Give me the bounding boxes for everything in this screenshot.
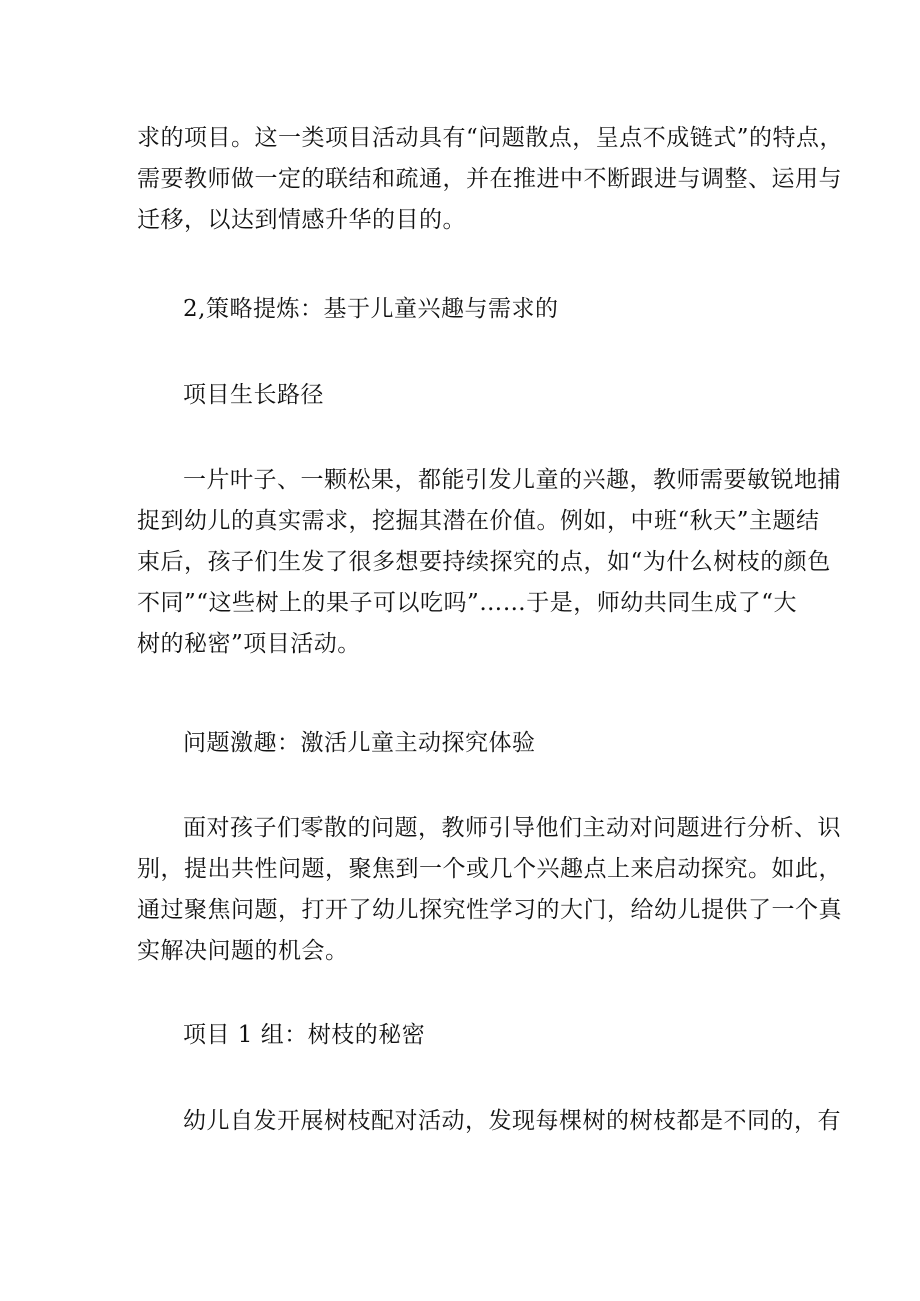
paragraph-line: 不同”“这些树上的果子可以吃吗”……于是，师幼共同生成了“大 xyxy=(137,590,798,616)
section-heading-group1: 项目 1 组：树枝的秘密 xyxy=(183,1022,426,1048)
section-heading-strategy-continued: 项目生长路径 xyxy=(183,382,324,408)
paragraph-line: 树的秘密”项目活动。 xyxy=(137,631,361,657)
paragraph-intro xyxy=(137,118,844,241)
paragraph-line: 捉到幼儿的真实需求，挖掘其潜在价值。例如，中班“秋天”主题结 xyxy=(137,508,820,534)
paragraph-line: 迁移，以达到情感升华的目的。 xyxy=(137,207,466,233)
section-heading-question: 问题激趣：激活儿童主动探究体验 xyxy=(183,730,536,756)
paragraph-question xyxy=(137,808,842,972)
paragraph-line: 通过聚焦问题，打开了幼儿探究性学习的大门，给幼儿提供了一个真 xyxy=(137,897,842,923)
paragraph-line: 面对孩子们零散的问题，教师引导他们主动对问题进行分析、识 xyxy=(183,815,841,841)
section-heading-strategy: 2,策略提炼：基于儿童兴趣与需求的 xyxy=(183,296,559,322)
paragraph-branch xyxy=(137,1101,841,1142)
paragraph-leaf xyxy=(137,460,841,665)
paragraph-line: 实解决问题的机会。 xyxy=(137,938,349,964)
paragraph-line: 需要教师做一定的联结和疏通，并在推进中不断跟进与调整、运用与 xyxy=(137,166,842,192)
paragraph-line: 求的项目。这一类项目活动具有“问题散点，呈点不成链式”的特点， xyxy=(137,125,844,151)
paragraph-line: 束后，孩子们生发了很多想要持续探究的点，如“为什么树枝的颜色 xyxy=(137,549,831,575)
paragraph-line: 幼儿自发开展树枝配对活动，发现每棵树的树枝都是不同的，有 xyxy=(183,1108,841,1134)
paragraph-line: 别，提出共性问题，聚焦到一个或几个兴趣点上来启动探究。如此， xyxy=(137,856,842,882)
paragraph-line: 一片叶子、一颗松果，都能引发儿童的兴趣，教师需要敏锐地捕 xyxy=(183,467,841,493)
